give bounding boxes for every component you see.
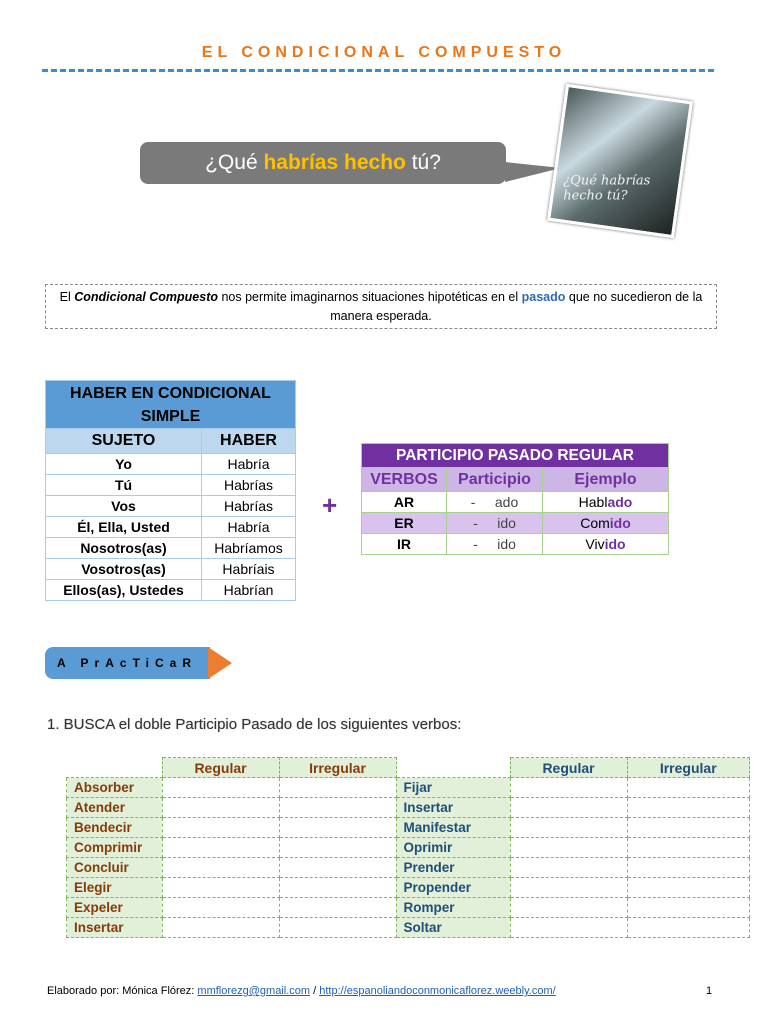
table-cell: Hablado xyxy=(543,492,669,513)
bubble-highlight: habrías hecho xyxy=(263,151,406,174)
table-cell: Habría xyxy=(202,454,296,475)
answer-cell[interactable] xyxy=(279,798,396,818)
answer-cell[interactable] xyxy=(162,778,279,798)
empty-cell xyxy=(396,758,510,778)
table-cell: Yo xyxy=(46,454,202,475)
table-cell: Vos xyxy=(46,496,202,517)
table-cell: Nosotros(as) xyxy=(46,538,202,559)
participio-col-ejemplo: Ejemplo xyxy=(543,468,669,492)
verb-cell: Soltar xyxy=(396,918,510,938)
title-divider xyxy=(42,69,714,72)
photo-caption: ¿Qué habrías hecho tú? xyxy=(563,173,651,204)
answer-cell[interactable] xyxy=(510,918,627,938)
table-cell: Vivido xyxy=(543,534,669,555)
table-cell: Habríamos xyxy=(202,538,296,559)
verb-cell: Propender xyxy=(396,878,510,898)
table-row xyxy=(67,918,750,938)
participio-col-verbos: VERBOS xyxy=(362,468,447,492)
answer-cell[interactable] xyxy=(627,798,750,818)
table-cell: - ado xyxy=(447,492,543,513)
answer-cell[interactable] xyxy=(510,838,627,858)
answer-cell[interactable] xyxy=(627,918,750,938)
answer-cell[interactable] xyxy=(627,778,750,798)
exercise-1-heading: 1. BUSCA el doble Participio Pasado de los siguientes verbos: xyxy=(47,716,462,733)
haber-col-sujeto: SUJETO xyxy=(46,429,202,454)
answer-cell[interactable] xyxy=(510,898,627,918)
answer-cell[interactable] xyxy=(510,858,627,878)
practicar-banner: A PrAcTiCaR xyxy=(45,647,210,679)
table-row xyxy=(67,898,750,918)
bubble-text-pre: ¿Qué xyxy=(205,151,264,174)
table-cell: ER xyxy=(362,513,447,534)
answer-cell[interactable] xyxy=(627,898,750,918)
bubble-text-post: tú? xyxy=(405,151,441,174)
footer-separator: / xyxy=(310,985,320,997)
answer-cell[interactable] xyxy=(510,798,627,818)
table-cell: - ido xyxy=(447,534,543,555)
page-title: EL CONDICIONAL COMPUESTO xyxy=(201,44,567,61)
page-number: 1 xyxy=(706,985,713,997)
verb-cell: Expeler xyxy=(67,898,163,918)
table-cell: - ido xyxy=(447,513,543,534)
participio-table-title: PARTICIPIO PASADO REGULAR xyxy=(362,444,669,468)
verb-cell: Romper xyxy=(396,898,510,918)
answer-cell[interactable] xyxy=(162,878,279,898)
verb-cell: Oprimir xyxy=(396,838,510,858)
answer-cell[interactable] xyxy=(627,878,750,898)
intro-box xyxy=(45,284,717,329)
answer-cell[interactable] xyxy=(279,838,396,858)
table-cell: Habrías xyxy=(202,475,296,496)
table-row xyxy=(67,878,750,898)
verb-cell: Fijar xyxy=(396,778,510,798)
table-row xyxy=(67,778,750,798)
intro-text: nos permite imaginarnos situaciones hipotéticas en el xyxy=(218,290,522,304)
plus-sign: + xyxy=(322,490,338,520)
haber-table xyxy=(45,380,296,601)
table-cell: Habríais xyxy=(202,559,296,580)
table-cell: Ellos(as), Ustedes xyxy=(46,580,202,601)
col-regular-left: Regular xyxy=(162,758,279,778)
col-regular-right: Regular xyxy=(510,758,627,778)
intro-text: El xyxy=(59,290,75,304)
answer-cell[interactable] xyxy=(510,878,627,898)
speech-bubble xyxy=(140,142,506,184)
answer-cell[interactable] xyxy=(279,878,396,898)
verb-cell: Elegir xyxy=(67,878,163,898)
illustration-photo xyxy=(547,84,693,238)
table-cell: Habrían xyxy=(202,580,296,601)
answer-cell[interactable] xyxy=(627,838,750,858)
participio-col-participio: Participio xyxy=(447,468,543,492)
verb-cell: Manifestar xyxy=(396,818,510,838)
footer-url-link[interactable]: http://espanoliandoconmonicaflorez.weebly.com/ xyxy=(319,985,556,997)
answer-cell[interactable] xyxy=(162,858,279,878)
table-row xyxy=(67,818,750,838)
table-cell: Él, Ella, Usted xyxy=(46,517,202,538)
answer-cell[interactable] xyxy=(162,898,279,918)
footer-author: Elaborado por: Mónica Flórez: xyxy=(47,985,198,997)
arrow-right-icon xyxy=(208,647,232,679)
footer-email-link[interactable]: mmflorezg@gmail.com xyxy=(197,985,311,997)
empty-cell xyxy=(67,758,163,778)
answer-cell[interactable] xyxy=(279,898,396,918)
table-cell: Habría xyxy=(202,517,296,538)
haber-table-title: HABER EN CONDICIONAL SIMPLE xyxy=(46,381,296,429)
table-row xyxy=(67,858,750,878)
verb-cell: Comprimir xyxy=(67,838,163,858)
table-cell: Tú xyxy=(46,475,202,496)
table-cell: Vosotros(as) xyxy=(46,559,202,580)
footer xyxy=(47,985,556,997)
verb-cell: Insertar xyxy=(396,798,510,818)
verb-cell: Insertar xyxy=(67,918,163,938)
table-row xyxy=(67,838,750,858)
answer-cell[interactable] xyxy=(510,818,627,838)
answer-cell[interactable] xyxy=(627,818,750,838)
participio-table xyxy=(361,443,669,555)
verb-exercise-table xyxy=(66,757,750,938)
verb-cell: Absorber xyxy=(67,778,163,798)
answer-cell[interactable] xyxy=(162,838,279,858)
answer-cell[interactable] xyxy=(510,778,627,798)
verb-cell: Bendecir xyxy=(67,818,163,838)
answer-cell[interactable] xyxy=(627,858,750,878)
intro-keyword: pasado xyxy=(521,290,566,304)
col-irregular-left: Irregular xyxy=(279,758,396,778)
intro-term: Condicional Compuesto xyxy=(74,290,218,304)
table-cell: IR xyxy=(362,534,447,555)
verb-cell: Atender xyxy=(67,798,163,818)
answer-cell[interactable] xyxy=(162,818,279,838)
answer-cell[interactable] xyxy=(279,818,396,838)
table-cell: Comido xyxy=(543,513,669,534)
answer-cell[interactable] xyxy=(162,798,279,818)
col-irregular-right: Irregular xyxy=(627,758,750,778)
answer-cell[interactable] xyxy=(279,778,396,798)
answer-cell[interactable] xyxy=(279,858,396,878)
verb-cell: Concluir xyxy=(67,858,163,878)
table-cell: AR xyxy=(362,492,447,513)
haber-col-haber: HABER xyxy=(202,429,296,454)
answer-cell[interactable] xyxy=(279,918,396,938)
intro-text: que no sucedieron de la manera esperada. xyxy=(330,290,703,323)
table-cell: Habrías xyxy=(202,496,296,517)
answer-cell[interactable] xyxy=(162,918,279,938)
table-row xyxy=(67,798,750,818)
verb-cell: Prender xyxy=(396,858,510,878)
